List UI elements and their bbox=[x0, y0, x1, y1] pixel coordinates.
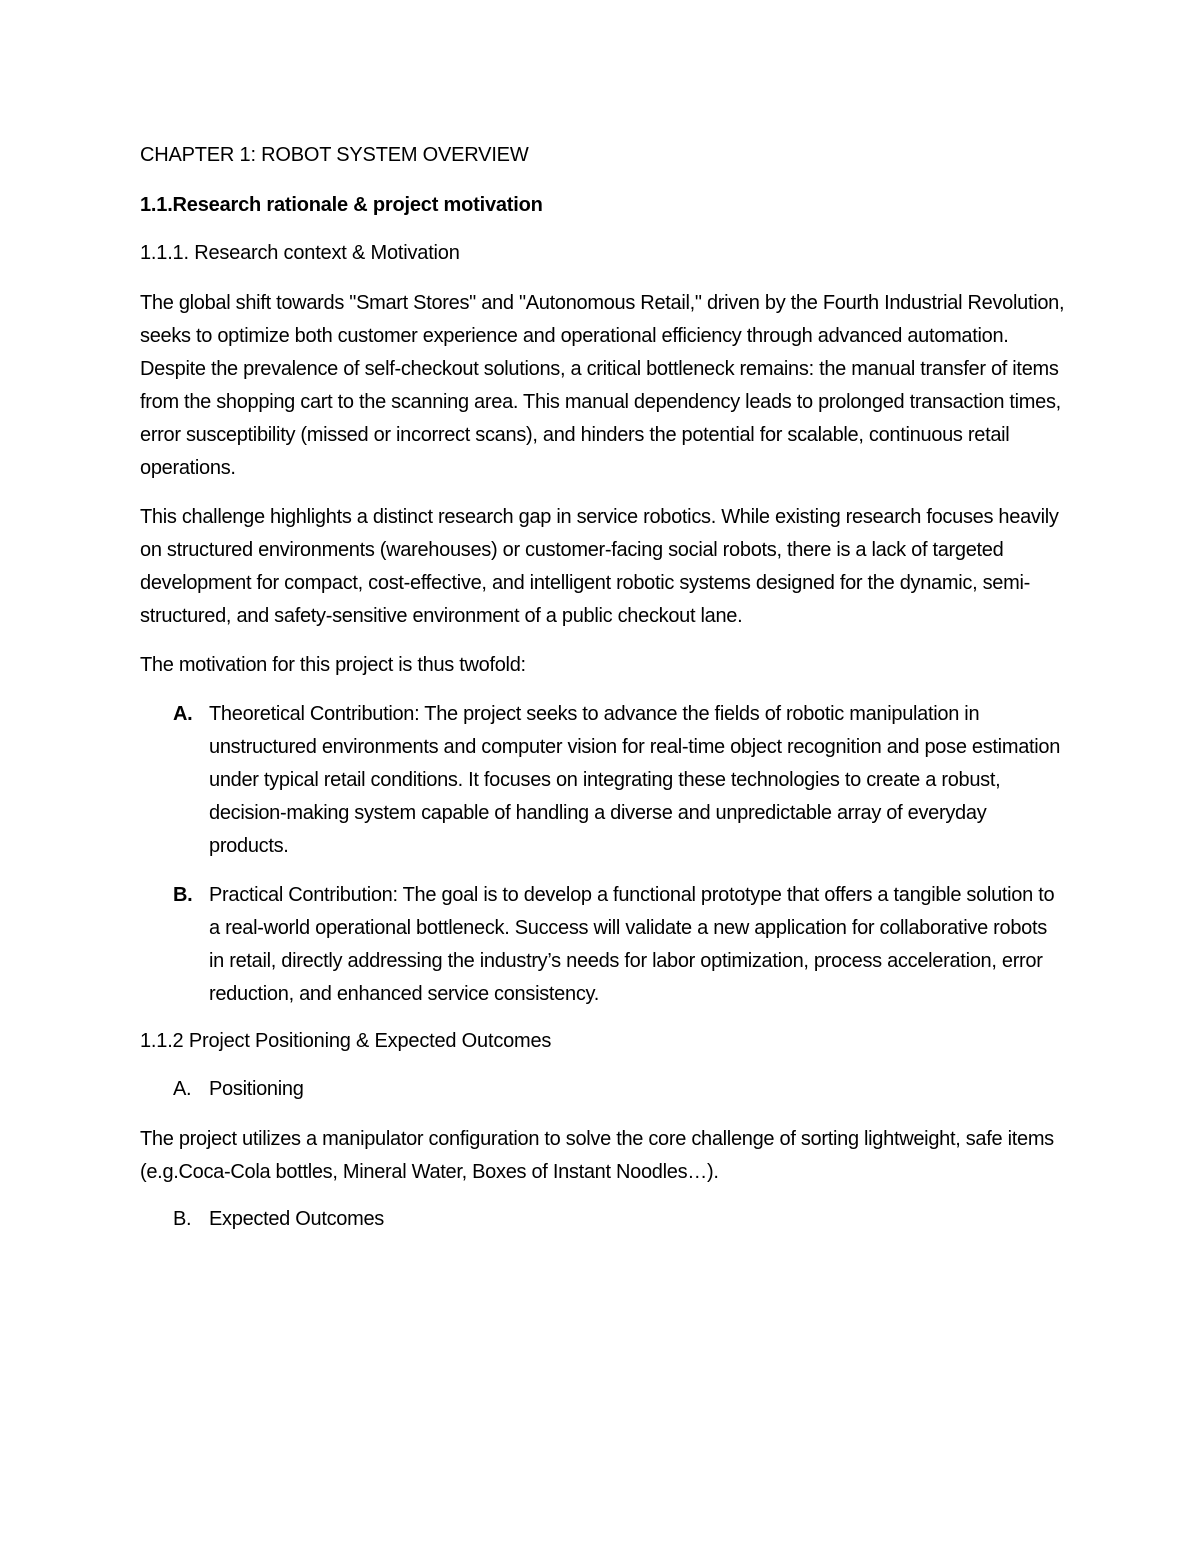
list-item-text: Practical Contribution: The goal is to develop a functional prototype that offers a tangible solution to a real-world operational bottleneck. Success will validate a new application for collaborative robots in retail, directly addressing the industry’s needs for labor optimization, process acceleration, error reduction, and enhanced service consistency. bbox=[209, 884, 1055, 1005]
document-content bbox=[140, 141, 1065, 1253]
list-item-text: Theoretical Contribution: The project seeks to advance the fields of robotic manipulation in unstructured environments and computer vision for real-time object recognition and pose estimation under typical retail conditions. It focuses on integrating these technologies to create a robust, decision-making system capable of handling a diverse and unpredictable array of everyday products. bbox=[209, 703, 1061, 857]
list-marker: B. bbox=[173, 884, 193, 906]
list-item-theoretical-contribution bbox=[140, 698, 1065, 863]
list-item-text: Positioning bbox=[209, 1078, 304, 1100]
list-item-practical-contribution bbox=[140, 879, 1065, 1011]
paragraph-research-gap: This challenge highlights a distinct research gap in service robotics. While existing research focuses heavily on structured environments (warehouses) or customer-facing social robots, there is a lack of targeted development for compact, cost-effective, and intelligent robotic systems designed for the dynamic, semi-structured, and safety-sensitive environment of a public checkout lane. bbox=[140, 506, 1059, 627]
paragraph-context: The global shift towards "Smart Stores" and "Autonomous Retail," driven by the Fourth Industrial Revolution, seeks to optimize both customer experience and operational efficiency through advanced automation. Despite the prevalence of self-checkout solutions, a critical bottleneck remains: the manual transfer of items from the shopping cart to the scanning area. This manual dependency leads to prolonged transaction times, error susceptibility (missed or incorrect scans), and hinders the potential for scalable, continuous retail operations. bbox=[140, 292, 1065, 479]
list-item-text: Expected Outcomes bbox=[209, 1208, 384, 1230]
list-item-positioning bbox=[140, 1075, 1065, 1103]
list-item-expected-outcomes bbox=[140, 1205, 1065, 1233]
list-marker: A. bbox=[173, 703, 193, 725]
section-title-1-1: 1.1.Research rationale & project motivation bbox=[140, 194, 543, 216]
paragraph-motivation-intro: The motivation for this project is thus twofold: bbox=[140, 654, 526, 676]
list-marker: B. bbox=[173, 1208, 192, 1230]
subsection-title-1-1-1: 1.1.1. Research context & Motivation bbox=[140, 242, 460, 264]
contribution-list bbox=[140, 698, 1065, 1011]
subsection-title-1-1-2: 1.1.2 Project Positioning & Expected Outcomes bbox=[140, 1030, 552, 1052]
list-marker: A. bbox=[173, 1078, 192, 1100]
paragraph-positioning: The project utilizes a manipulator configuration to solve the core challenge of sorting lightweight, safe items (e.g.Coca-Cola bottles, Mineral Water, Boxes of Instant Noodles…). bbox=[140, 1128, 1054, 1183]
chapter-title: CHAPTER 1: ROBOT SYSTEM OVERVIEW bbox=[140, 144, 529, 166]
